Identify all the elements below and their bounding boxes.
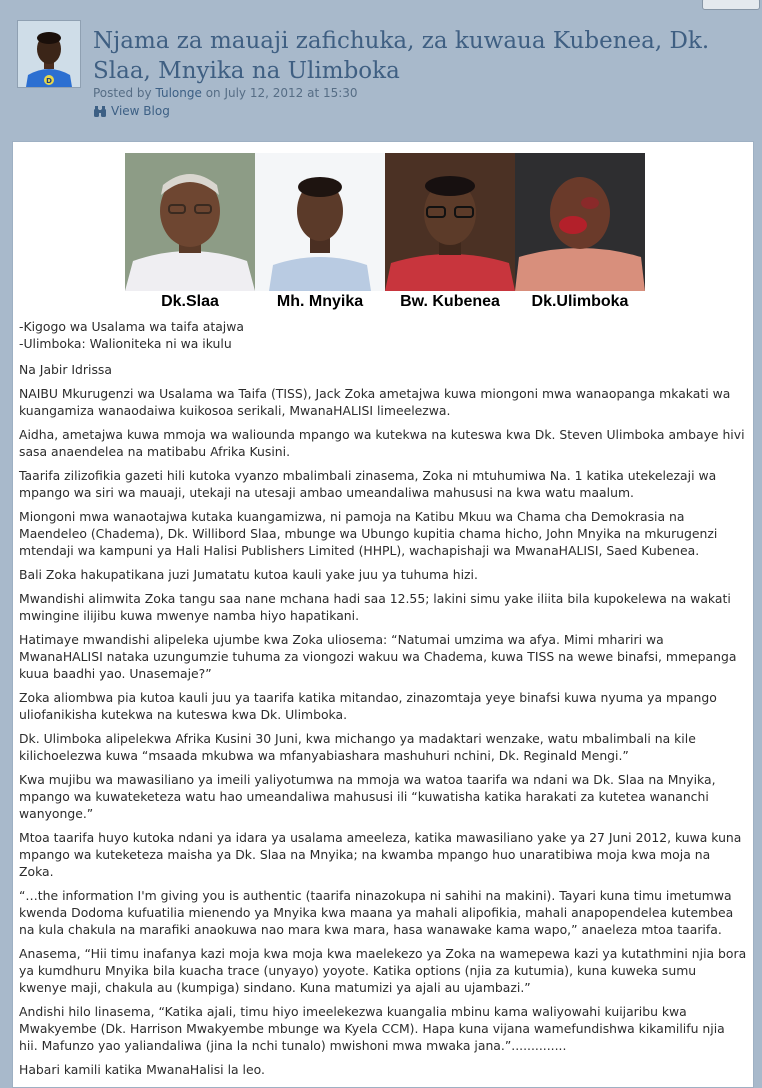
post-content (12, 141, 754, 1088)
post-header (0, 0, 762, 140)
caption-ulimboka: Dk.Ulimboka (531, 293, 629, 310)
binoculars-icon (93, 105, 107, 118)
caption-kubenea: Bw. Kubenea (400, 293, 500, 310)
avatar-photo (18, 21, 80, 87)
paragraph: Habari kamili katika MwanaHalisi la leo. (19, 1062, 265, 1077)
paragraph: Kwa mujibu wa mawasiliano ya imeili yaliyotumwa na mmoja wa watoa taarifa wa ndani wa Dk. Slaa na Mnyika, mpango wa kuwateketeza watu hao umeandaliwa mahususi ili “kuwatisha katika harakati za kutetea wananchi wanyonge.” (19, 772, 716, 821)
post-meta (93, 86, 358, 100)
caption-mnyika: Mh. Mnyika (276, 293, 364, 310)
author-avatar[interactable] (17, 20, 81, 88)
paragraph: Taarifa zilizofikia gazeti hili kutoka vyanzo mbalimbali zinasema, Zoka ni mtuhumiwa Na. 1 katika utekelezaji wa mpango wa siri wa mauaji, utekaji na utesaji ambao umeandaliwa mahususi na kwa watu maalum. (19, 468, 717, 500)
paragraph: NAIBU Mkurugenzi wa Usalama wa Taifa (TISS), Jack Zoka ametajwa kuwa miongoni mwa wanaopanga mkakati wa kuangamiza wanaodaiwa kuikosoa serikali, MwanaHALISI limeelezwa. (19, 386, 731, 418)
paragraph: Mtoa taarifa huyo kutoka ndani ya idara ya usalama ameeleza, katika mawasiliano yake ya 27 Juni 2012, kuwa kuna mpango wa kuteketeza maisha ya Dk. Slaa na Mnyika; na kwamba mpango huo unaratibiwa moja kwa moja na Zoka. (19, 830, 742, 879)
article-body (19, 318, 747, 1085)
paragraph: Zoka aliombwa pia kutoa kauli juu ya taarifa katika mitandao, zinazomtaja yeye binafsi kuwa nyuma ya mpango uliofanikisha kutekwa na kuteswa kwa Dk. Ulimboka. (19, 690, 717, 722)
photo-ulimboka (515, 153, 645, 291)
subhead: -Ulimboka: Walioniteka ni wa ikulu (19, 336, 232, 351)
post-title: Njama za mauaji zafichuka, za kuwaua Kubenea, Dk. Slaa, Mnyika na Ulimboka (93, 28, 710, 84)
subheadings (19, 318, 747, 352)
post-date: on July 12, 2012 at 15:30 (201, 86, 358, 100)
paragraph: Miongoni mwa wanaotajwa kutaka kuangamizwa, ni pamoja na Katibu Mkuu wa Chama cha Demokrasia na Maendeleo (Chadema), Dk. Willibord Slaa, mbunge wa Ubungo kupitia chama hicho, John Mnyika na mkurugenzi mtendaji wa kampuni ya Hali Halisi Publishers Limited (HHPL), wachapishaji wa MwanaHALISI, Saed Kubenea. (19, 509, 718, 558)
photo-mnyika (255, 153, 385, 291)
paragraph: Anasema, “Hii timu inafanya kazi moja kwa moja kwa maelekezo ya Zoka na wamepewa kazi ya kutathmini njia bora ya kumdhuru Mnyika bila kuacha trace (unyayo) yoyote. Katika options (njia za kutumia), kuna kuweka sumu kwenye maji, chakula au (kumpiga) sindano. Kuna matumizi ya ajali au ujambazi.” (19, 946, 747, 995)
photo-strip (125, 153, 647, 313)
paragraph: Mwandishi alimwita Zoka tangu saa nane mchana hadi saa 12.55; lakini simu yake iliita bila kupokelewa na wakati mwingine ilijibu kuwa mwenye namba hiyo hapatikani. (19, 591, 731, 623)
paragraph: Andishi hilo linasema, “Katika ajali, timu hiyo imeelekezwa kuangalia mbinu kama waliyowahi kuijaribu kwa Mwakyembe (Dk. Harrison Mwakyembe mbunge wa Kyela CCM). Hapa kuna vijana wamefundishwa kikamilifu njia hii. Mafunzo yao yaliandaliwa (jina la nchi tunalo) mwishoni mwa mwaka jana.”.............. (19, 1004, 725, 1053)
paragraph: Bali Zoka hakupatikana juzi Jumatatu kutoa kauli yake juu ya tuhuma hizi. (19, 567, 478, 582)
photo-slaa (125, 153, 255, 291)
author-link[interactable]: Tulonge (155, 86, 202, 100)
view-blog-link[interactable] (93, 104, 170, 118)
view-blog-label: View Blog (111, 104, 170, 118)
paragraph: “…the information I'm giving you is authentic (taarifa ninazokupa ni sahihi na makini). Tayari kuna timu imetumwa kwenda Dodoma kufuatilia mienendo ya Mnyika kwa maana ya mahali alipofikia, mahali anapopendelea kutembea na kula chakula na marafiki anaokuwa nao mara kwa mara, hasa wanawake kama wapo,” anaeleza mtoa taarifa. (19, 888, 734, 937)
paragraph: Hatimaye mwandishi alipeleka ujumbe kwa Zoka uliosema: “Natumai umzima wa afya. Mimi mhariri wa MwanaHALISI nataka uzungumzie tuhuma za viongozi wakuu wa Chadema, kuwa TISS na wewe binafsi, mmepanga kuua baadhi yao. Unasemaje?” (19, 632, 737, 681)
posted-by-label: Posted by (93, 86, 156, 100)
paragraph: Dk. Ulimboka alipelekwa Afrika Kusini 30 Juni, kwa michango ya madaktari wenzake, watu mbalimbali na kile kilichoelezwa kuwa “msaada mkubwa wa mfanyabiashara mashuhuri nchini, Dk. Reginald Mengi.” (19, 731, 696, 763)
svg-text:D: D (46, 77, 52, 85)
photo-kubenea (385, 153, 515, 291)
subhead: -Kigogo wa Usalama wa taifa atajwa (19, 319, 244, 334)
caption-slaa: Dk.Slaa (161, 293, 219, 310)
byline: Na Jabir Idrissa (19, 362, 112, 377)
paragraph: Aidha, ametajwa kuwa mmoja wa waliounda mpango wa kutekwa na kuteswa kwa Dk. Steven Ulimboka ambaye hivi sasa anaendelea na matibabu Afrika Kusini. (19, 427, 745, 459)
